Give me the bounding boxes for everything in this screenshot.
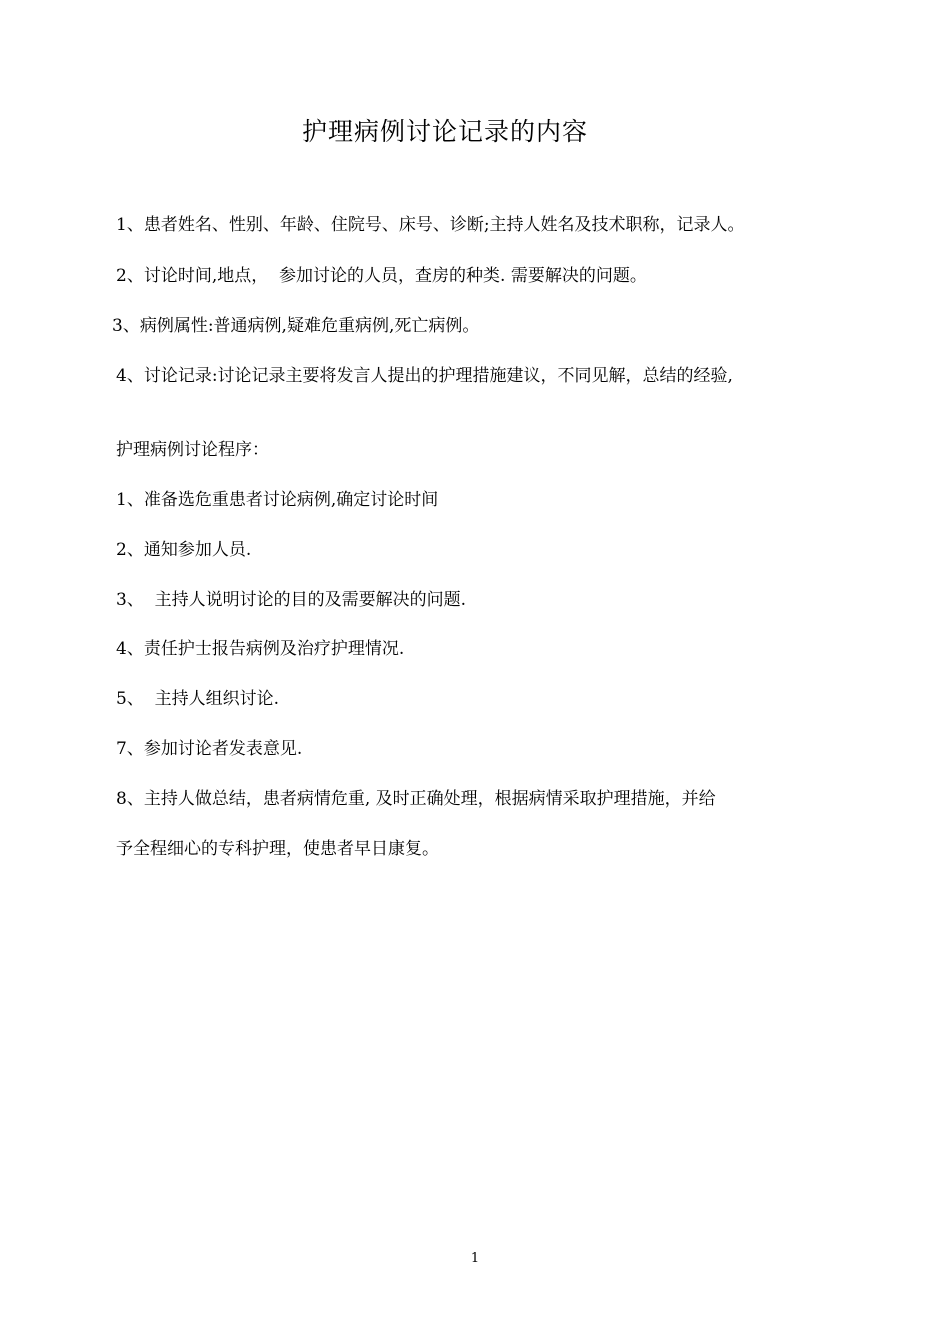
procedure-step-8-continued: 予全程细心的专科护理，使患者早日康复。: [116, 839, 439, 859]
procedure-step-8: 8、主持人做总结，患者病情危重, 及时正确处理，根据病情采取护理措施，并给: [116, 789, 716, 809]
record-content-item-3: 3、病例属性:普通病例,疑难危重病例,死亡病例。: [112, 316, 480, 336]
record-content-item-1: 1、患者姓名、性别、年龄、住院号、床号、诊断;主持人姓名及技术职称，记录人。: [116, 215, 745, 235]
procedure-step-2: 2、通知参加人员.: [116, 540, 252, 560]
document-title: 护理病例讨论记录的内容: [301, 117, 588, 146]
procedure-step-7: 7、参加讨论者发表意见.: [116, 739, 303, 759]
record-content-item-4: 4、讨论记录:讨论记录主要将发言人提出的护理措施建议，不同见解，总结的经验,: [116, 366, 733, 386]
procedure-step-1: 1、准备选危重患者讨论病例,确定讨论时间: [116, 490, 439, 510]
page-number: 1: [470, 1251, 480, 1266]
procedure-step-5: 5、 主持人组织讨论.: [116, 689, 280, 709]
record-content-item-2: 2、讨论时间,地点， 参加讨论的人员，查房的种类. 需要解决的问题。: [116, 266, 647, 286]
procedure-step-3: 3、 主持人说明讨论的目的及需要解决的问题.: [116, 590, 467, 610]
procedure-heading: 护理病例讨论程序：: [116, 440, 269, 460]
procedure-step-4: 4、责任护士报告病例及治疗护理情况.: [116, 639, 405, 659]
